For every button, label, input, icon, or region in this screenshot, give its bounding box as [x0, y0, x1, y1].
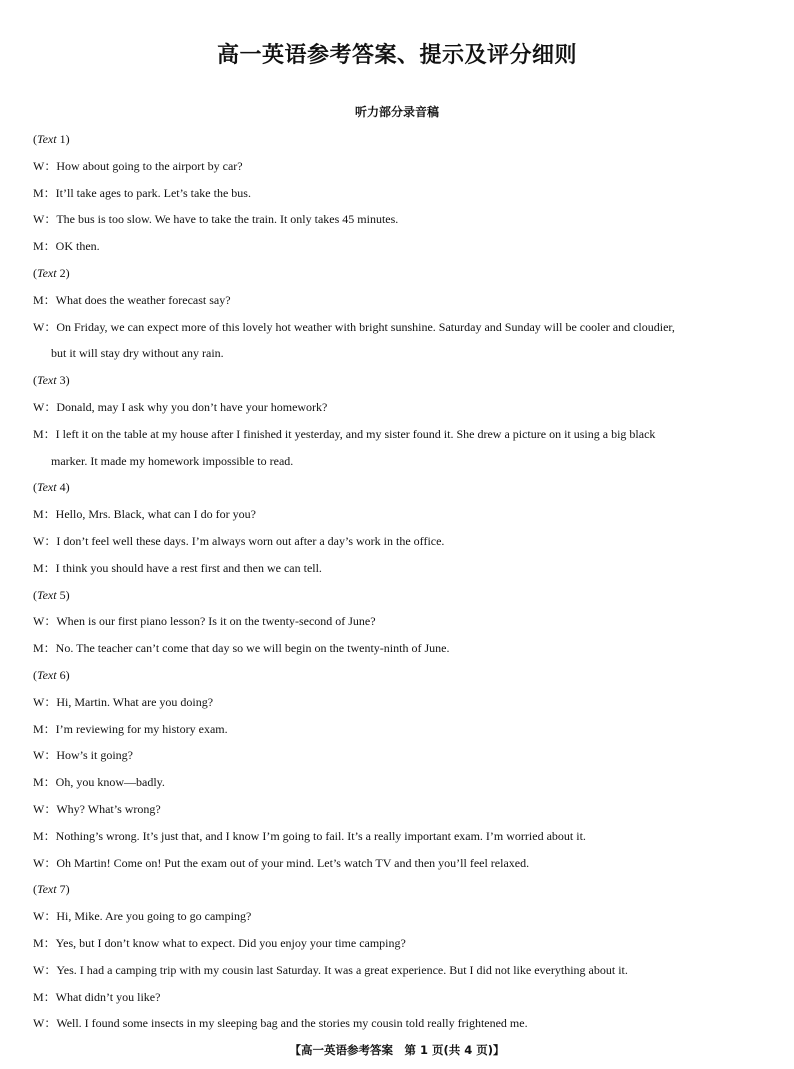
dialogue-line: M：Nothing’s wrong. It’s just that, and I know I’m going to fail. It’s a really important exam. I’m worried about it.	[33, 828, 586, 843]
label-text-word: Text	[37, 373, 57, 388]
dialogue-line: M：What didn’t you like?	[33, 989, 161, 1004]
dialogue-line: W：Yes. I had a camping trip with my cousin last Saturday. It was a great experience. But I did not like everything about it.	[33, 962, 628, 977]
dialogue-line: M：Hello, Mrs. Black, what can I do for you?	[33, 507, 256, 522]
page-footer: 【高一英语参考答案 第 1 页(共 4 页)】	[289, 1043, 505, 1057]
text-section-label	[33, 876, 769, 903]
dialogue-line: W：Oh Martin! Come on! Put the exam out of your mind. Let’s watch TV and then you’ll feel relaxed.	[33, 855, 530, 870]
text-section-label	[33, 126, 769, 153]
label-number: 7)	[56, 882, 70, 897]
page-title: 高一英语参考答案、提示及评分细则	[216, 43, 577, 68]
label-open-paren: (	[33, 667, 37, 682]
dialogue-line: W：On Friday, we can expect more of this lovely hot weather with bright sunshine. Saturday and Sunday will be cooler and cloudier,	[33, 319, 675, 334]
label-number: 6)	[56, 667, 70, 682]
label-number: 3)	[56, 373, 70, 388]
label-number: 2)	[56, 265, 70, 280]
dialogue-line: W：Hi, Mike. Are you going to go camping?	[33, 909, 252, 924]
dialogue-line-continued: but it will stay dry without any rain.	[51, 346, 224, 361]
dialogue-line: W：When is our first piano lesson? Is it on the twenty-second of June?	[33, 614, 376, 629]
dialogue-line: M：OK then.	[33, 239, 100, 254]
dialogue-line: W：Donald, may I ask why you don’t have your homework?	[33, 399, 328, 414]
label-open-paren: (	[33, 132, 37, 146]
dialogue-line: M：Yes, but I don’t know what to expect. Did you enjoy your time camping?	[33, 935, 406, 950]
label-number: 4)	[56, 480, 70, 495]
dialogue-line: W：Why? What’s wrong?	[33, 801, 161, 816]
dialogue-line: W：How about going to the airport by car?	[33, 158, 243, 173]
label-text-word: Text	[37, 882, 57, 897]
label-text-word: Text	[37, 480, 57, 495]
text-section-label	[33, 367, 769, 394]
text-section-label	[33, 474, 769, 501]
label-text-word: Text	[37, 667, 57, 682]
label-text-word: Text	[37, 265, 57, 280]
label-open-paren: (	[33, 373, 37, 388]
label-text-word: Text	[37, 587, 57, 602]
dialogue-line: M：I left it on the table at my house after I finished it yesterday, and my sister found it. She drew a picture on it using a big black	[33, 426, 656, 441]
label-open-paren: (	[33, 480, 37, 495]
dialogue-line: M：No. The teacher can’t come that day so we will begin on the twenty-ninth of June.	[33, 641, 450, 656]
transcript-body	[33, 126, 769, 1037]
dialogue-line-continued: marker. It made my homework impossible to read.	[51, 453, 294, 468]
dialogue-line: M：What does the weather forecast say?	[33, 292, 231, 307]
label-text-word: Text	[37, 132, 57, 146]
label-open-paren: (	[33, 587, 37, 602]
label-number: 5)	[56, 587, 70, 602]
dialogue-line: W：Well. I found some insects in my sleeping bag and the stories my cousin told really frightened me.	[33, 1016, 528, 1031]
text-section-label	[33, 582, 769, 609]
dialogue-line: W：Hi, Martin. What are you doing?	[33, 694, 214, 709]
text-section-label	[33, 260, 769, 287]
dialogue-line: M：Oh, you know—badly.	[33, 775, 165, 790]
dialogue-line: W：I don’t feel well these days. I’m always worn out after a day’s work in the office.	[33, 533, 445, 548]
dialogue-line: W：The bus is too slow. We have to take the train. It only takes 45 minutes.	[33, 212, 399, 227]
section-heading: 听力部分录音稿	[354, 105, 439, 119]
text-section-label	[33, 662, 769, 689]
label-open-paren: (	[33, 882, 37, 897]
label-number: 1)	[56, 132, 70, 146]
dialogue-line: M：I think you should have a rest first and then we can tell.	[33, 560, 322, 575]
label-open-paren: (	[33, 265, 37, 280]
dialogue-line: M：I’m reviewing for my history exam.	[33, 721, 228, 736]
dialogue-line: M：It’ll take ages to park. Let’s take the bus.	[33, 185, 251, 200]
dialogue-line: W：How’s it going?	[33, 748, 133, 763]
